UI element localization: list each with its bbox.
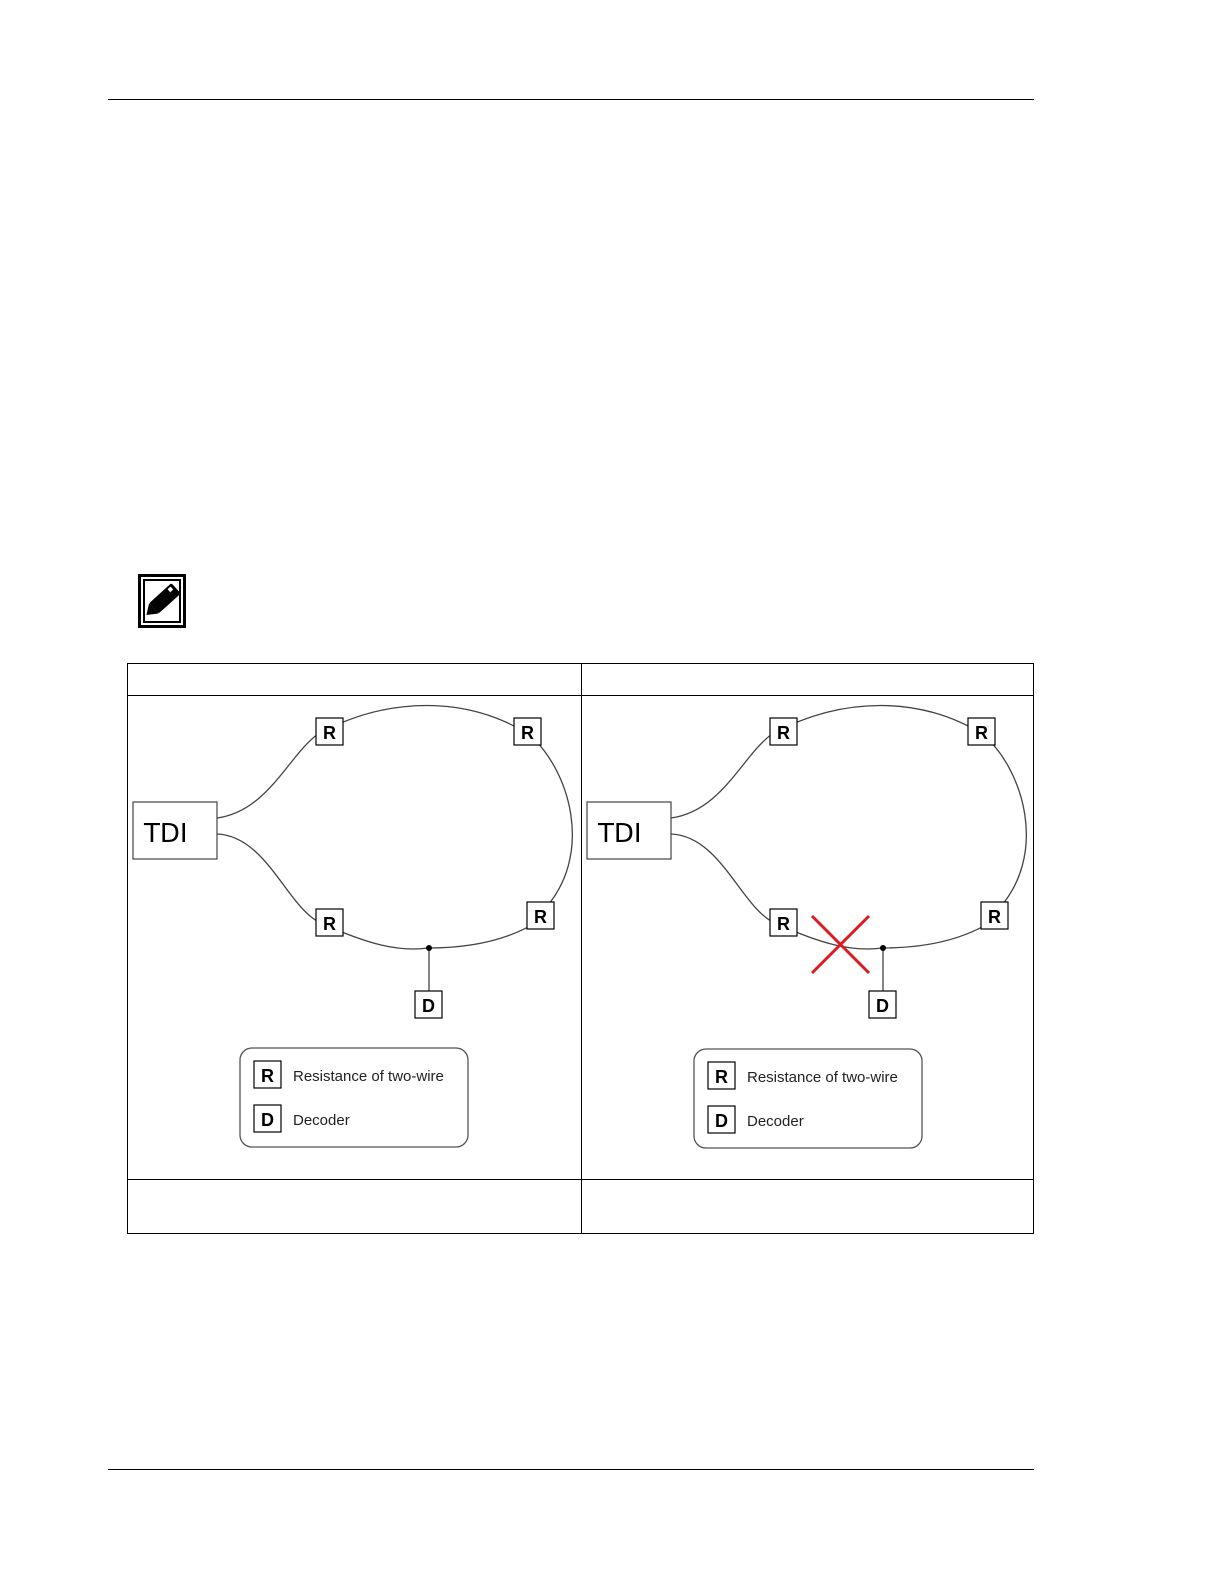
- svg-text:R: R: [777, 723, 790, 743]
- svg-text:R: R: [323, 914, 336, 934]
- header-rule: [108, 99, 1034, 100]
- junction-dot: [426, 945, 432, 951]
- tdi-controller-box: [587, 802, 671, 859]
- loop-wire-lower: [217, 834, 540, 949]
- svg-text:R: R: [323, 723, 336, 743]
- svg-text:R: R: [261, 1066, 274, 1086]
- footer-rule: [108, 1469, 1034, 1470]
- resistor-top-right: [968, 718, 995, 745]
- resistor-bottom-left: [770, 909, 797, 936]
- legend-box: [240, 1048, 468, 1147]
- svg-text:R: R: [777, 914, 790, 934]
- loop-wire-lower: [671, 834, 994, 949]
- resistor-bottom-right: [527, 902, 554, 929]
- resistor-top-right: [514, 718, 541, 745]
- svg-text:D: D: [715, 1111, 728, 1131]
- svg-text:D: D: [422, 996, 435, 1016]
- legend-box: [694, 1049, 922, 1148]
- junction-dot: [880, 945, 886, 951]
- svg-text:R: R: [715, 1067, 728, 1087]
- resistor-top-left: [316, 718, 343, 745]
- legend-decoder-text: Decoder: [747, 1113, 804, 1130]
- legend-decoder-text: Decoder: [293, 1112, 350, 1129]
- decoder-box: [869, 991, 896, 1018]
- resistor-bottom-right: [981, 902, 1008, 929]
- resistor-bottom-left: [316, 909, 343, 936]
- svg-text:R: R: [975, 723, 988, 743]
- caption-row-divider: [128, 1179, 1033, 1180]
- svg-text:D: D: [876, 996, 889, 1016]
- svg-text:D: D: [261, 1110, 274, 1130]
- figure-table: [127, 663, 1034, 1234]
- legend-resistance-text: Resistance of two-wire: [293, 1068, 444, 1085]
- tdi-label: TDI: [598, 819, 642, 849]
- tdi-label: TDI: [144, 819, 188, 849]
- decoder-box: [415, 991, 442, 1018]
- resistor-top-left: [770, 718, 797, 745]
- note-pencil-icon: [138, 574, 186, 628]
- diagram-intact-loop: [128, 696, 580, 1178]
- legend-resistance-text: Resistance of two-wire: [747, 1069, 898, 1086]
- svg-text:R: R: [521, 723, 534, 743]
- svg-text:R: R: [534, 907, 547, 927]
- svg-text:R: R: [988, 907, 1001, 927]
- tdi-controller-box: [133, 802, 217, 859]
- break-marker-x: [812, 916, 869, 973]
- diagram-broken-loop: [582, 696, 1034, 1178]
